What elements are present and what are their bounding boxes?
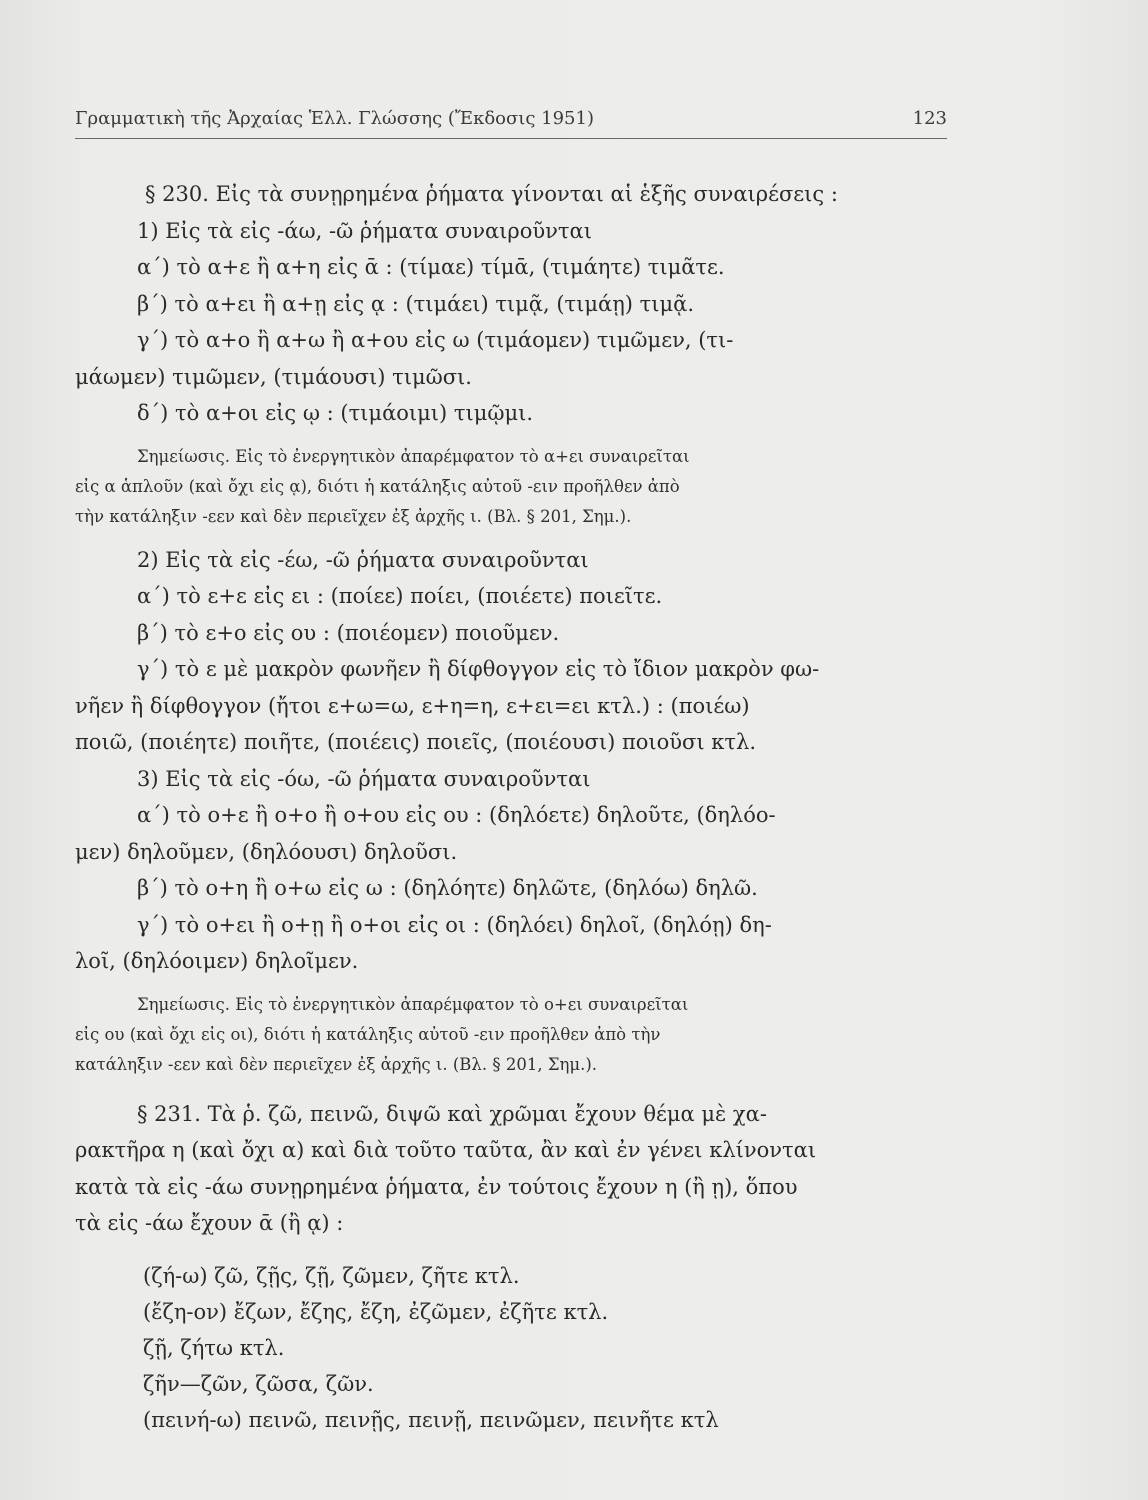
text-line: μεν) δηλοῦμεν, (δηλόουσι) δηλοῦσι. [75, 839, 458, 864]
text-line: νῆεν ἢ δίφθογγον (ἤτοι ε+ω=ω, ε+η=η, ε+ει=ει κτλ.) : (ποιέω) [75, 693, 750, 718]
note-line: εἰς α ἁπλοῦν (καὶ ὄχι εἰς ᾳ), διότι ἡ κατάληξις αὐτοῦ -ειν προῆλθεν ἀπὸ [75, 476, 680, 496]
example-line: ζῇ, ζήτω κτλ. [143, 1335, 285, 1360]
text-line: γ΄) τὸ ο+ει ἢ ο+ῃ ἢ ο+οι εἰς οι : (δηλόει) δηλοῖ, (δηλόῃ) δη- [137, 912, 772, 937]
text-line: 2) Εἰς τὰ εἰς -έω, -ῶ ῥήματα συναιροῦνται [137, 547, 589, 572]
text-line: α΄) τὸ ε+ε εἰς ει : (ποίεε) ποίει, (ποιέετε) ποιεῖτε. [137, 584, 663, 608]
text-line: λοῖ, (δηλόοιμεν) δηλοῖμεν. [75, 949, 359, 973]
text-line: γ΄) τὸ α+ο ἢ α+ω ἢ α+ου εἰς ω (τιμάομεν) τιμῶμεν, (τι- [137, 328, 734, 352]
text-line: α΄) τὸ α+ε ἢ α+η εἰς ᾱ : (τίμαε) τίμᾱ, (τιμάητε) τιμᾶτε. [137, 255, 725, 279]
example-line: (ζή-ω) ζῶ, ζῇς, ζῇ, ζῶμεν, ζῆτε κτλ. [143, 1263, 520, 1288]
text-line: α΄) τὸ ο+ε ἢ ο+ο ἢ ο+ου εἰς ου : (δηλόετε) δηλοῦτε, (δηλόο- [137, 803, 776, 827]
section-230-heading: § 230. Εἰς τὰ συνῃρημένα ῥήματα γίνονται αἱ ἑξῆς συναιρέσεις : [145, 182, 838, 206]
text-line: γ΄) τὸ ε μὲ μακρὸν φωνῆεν ἢ δίφθογγον εἰς τὸ ἴδιον μακρὸν φω- [137, 657, 820, 681]
running-header [75, 108, 947, 139]
example-line: (πεινή-ω) πεινῶ, πεινῇς, πεινῇ, πεινῶμεν, πεινῆτε κτλ [143, 1407, 719, 1432]
example-line: (ἔζη-ον) ἔζων, ἔζης, ἔζη, ἐζῶμεν, ἐζῆτε κτλ. [143, 1299, 609, 1324]
text-line: τὰ εἰς -άω ἔχουν ᾱ (ἢ ᾳ) : [75, 1211, 344, 1235]
text-line: δ΄) τὸ α+οι εἰς ῳ : (τιμάοιμι) τιμῷμι. [137, 401, 534, 425]
page-body [75, 176, 947, 1438]
note-line: Σημείωσις. Εἰς τὸ ἐνεργητικὸν ἀπαρέμφατον τὸ ο+ει συναιρεῖται [137, 994, 689, 1014]
text-line: β΄) τὸ ο+η ἢ ο+ω εἰς ω : (δηλόητε) δηλῶτε, (δηλόω) δηλῶ. [137, 876, 758, 900]
note-line: εἰς ου (καὶ ὄχι εἰς οι), διότι ἡ κατάληξις αὐτοῦ -ειν προῆλθεν ἀπὸ τὴν [75, 1024, 661, 1044]
text-line: ποιῶ, (ποιέητε) ποιῆτε, (ποιέεις) ποιεῖς, (ποιέουσι) ποιοῦσι κτλ. [75, 730, 757, 754]
text-line: μάωμεν) τιμῶμεν, (τιμάουσι) τιμῶσι. [75, 364, 472, 389]
text-line: β΄) τὸ α+ει ἢ α+ῃ εἰς ᾳ : (τιμάει) τιμᾷ, (τιμάῃ) τιμᾷ. [137, 291, 695, 316]
text-line: β΄) τὸ ε+ο εἰς ου : (ποιέομεν) ποιοῦμεν. [137, 620, 560, 645]
section-231-heading: § 231. Τὰ ῥ. ζῶ, πεινῶ, διψῶ καὶ χρῶμαι ἔχουν θέμα μὲ χα- [137, 1101, 767, 1126]
page-number: 123 [912, 108, 947, 129]
text-line: κατὰ τὰ εἰς -άω συνῃρημένα ῥήματα, ἐν τούτοις ἔχουν η (ἢ ῃ), ὅπου [75, 1174, 798, 1199]
text-line: 3) Εἰς τὰ εἰς -όω, -ῶ ῥήματα συναιροῦνται [137, 766, 591, 791]
text-line: ρακτῆρα η (καὶ ὄχι α) καὶ διὰ τοῦτο ταῦτα, ἂν καὶ ἐν γένει κλίνονται [75, 1138, 817, 1162]
note-line: κατάληξιν -εεν καὶ δὲν περιεῖχεν ἐξ ἀρχῆς ι. (Βλ. § 201, Σημ.). [75, 1054, 598, 1074]
header-title: Γραμματικὴ τῆς Ἀρχαίας Ἑλλ. Γλώσσης (Ἔκδοσις 1951) [75, 108, 594, 129]
text-line: 1) Εἰς τὰ εἰς -άω, -ῶ ῥήματα συναιροῦνται [137, 218, 592, 243]
note-line: Σημείωσις. Εἰς τὸ ἐνεργητικὸν ἀπαρέμφατον τὸ α+ει συναιρεῖται [137, 446, 690, 466]
note-line: τὴν κατάληξιν -εεν καὶ δὲν περιεῖχεν ἐξ ἀρχῆς ι. (Βλ. § 201, Σημ.). [75, 506, 632, 526]
example-line: ζῆν—ζῶν, ζῶσα, ζῶν. [143, 1371, 374, 1396]
